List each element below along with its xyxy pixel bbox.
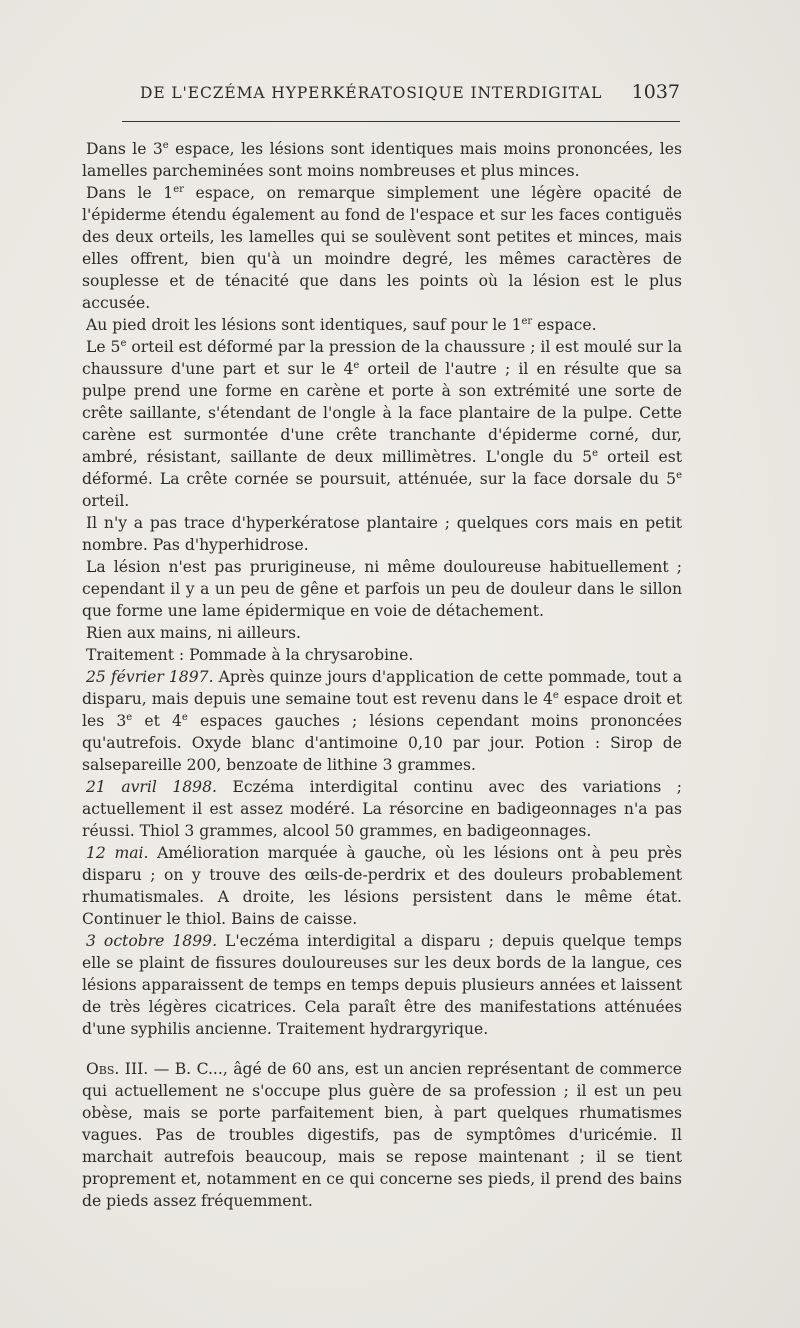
paragraph [82,842,682,930]
paragraph [82,776,682,842]
text-run: Dans le 3 [86,140,163,158]
page-number: 1037 [631,81,680,103]
text-run: espaces gauches ; lésions cependant moins prononcées qu'autrefois. Oxyde blanc d'antimoine 0,10 par jour. Potion : Sirop de salsepareille 200, benzoate de lithine 3 grammes. [82,712,682,774]
text-run: espace. [532,316,597,334]
observation-label: Obs. III. [86,1060,149,1078]
paragraph [82,622,682,644]
entry-date: 3 octobre 1899. [86,932,218,950]
text-run: L'eczéma interdigital a disparu ; depuis quelque temps elle se plaint de fissures douloureuses sur les deux bords de la langue, ces lésions apparaissent de temps en temps depuis plusieurs années et laissent de très légères cicatrices. Cela paraît être des manifestations atténuées d'une syphilis ancienne. Traitement hydrargyrique. [82,932,682,1038]
text-run: Rien aux mains, ni ailleurs. [86,624,302,642]
paragraph [82,666,682,776]
text-run: Eczéma interdigital continu avec des variations ; actuellement il est assez modéré. La résorcine en badigeonnages n'a pas réussi. Thiol 3 grammes, alcool 50 grammes, en badigeonnages. [82,778,682,840]
ordinal-superscript: e [162,140,169,151]
text-run: espace, les lésions sont identiques mais moins prononcées, les lamelles parcheminées sont moins nombreuses et plus minces. [82,140,683,180]
ordinal-superscript: e [353,360,360,371]
paragraph [82,336,682,512]
paragraph [82,644,682,666]
text-run: orteil de l'autre ; il en résulte que sa pulpe prend une forme en carène et porte à son extrémité une sorte de crête saillante, s'étendant de l'ongle à la face plantaire de la pulpe. Cette carène est surmontée d'une crête tranchante d'épiderme corné, dur, ambré, résistant, saillante de deux millimètres. L'ongle du 5 [82,360,682,466]
header-rule [122,121,680,122]
text-run: espace droit et les 3 [82,690,682,730]
ordinal-superscript: e [181,712,188,723]
entry-date: 21 avril 1898. [86,778,217,796]
text-run: La lésion n'est pas prurigineuse, ni même douloureuse habituellement ; cependant il y a un peu de gêne et parfois un peu de douleur dans le sillon que forme une lame épidermique en voie de détachement. [82,558,682,620]
ordinal-superscript: e [676,470,682,481]
entry-date: 12 mai. [86,844,149,862]
ordinal-superscript: er [521,316,533,327]
text-run: orteil. [82,492,130,510]
paragraph [82,512,682,556]
running-header [140,81,680,110]
text-run: Amélioration marquée à gauche, où les lésions ont à peu près disparu ; on y trouve des œils-de-perdrix et des douleurs probablement rhumatismales. A droite, les lésions persistent dans le même état. Continuer le thiol. Bains de caisse. [82,844,683,928]
text-run: Il n'y a pas trace d'hyperkératose plantaire ; quelques cors mais en petit nombre. Pas d'hyperhidrose. [82,514,682,554]
paragraph [82,1058,682,1212]
paragraph [82,556,682,622]
entry-date: 25 février 1897. [86,668,214,686]
text-run: Le 5 [86,338,121,356]
text-run: et 4 [132,712,182,730]
paragraph [82,314,682,336]
text-run: orteil est déformé par la pression de la chaussure ; il est moulé sur la chaussure d'une part et sur le 4 [82,338,683,378]
text-run: — B. C..., âgé de 60 ans, est un ancien représentant de commerce qui actuellement ne s'occupe plus guère de sa profession ; il est un peu obèse, mais se porte parfaitement bien, à part quelques rhumatismes vagues. Pas de troubles digestifs, pas de symptômes d'uricémie. Il marchait autrefois beaucoup, mais se repose maintenant ; il se tient proprement et, notamment en ce qui concerne ses pieds, il prend des bains de pieds assez fréquemment. [82,1060,682,1210]
body-text [82,138,682,1212]
paragraph [82,182,682,314]
ordinal-superscript: e [120,338,127,349]
text-run: orteil est déformé. La crête cornée se poursuit, atténuée, sur la face dorsale du 5 [82,448,682,488]
ordinal-superscript: e [126,712,133,723]
running-title: DE L'ECZÉMA HYPERKÉRATOSIQUE INTERDIGITAL [140,84,603,102]
ordinal-superscript: e [552,690,559,701]
ordinal-superscript: er [173,184,184,195]
paragraph [82,138,682,182]
text-run: Au pied droit les lésions sont identiques, sauf pour le 1 [86,316,522,334]
text-run: Dans le 1 [86,184,174,202]
ordinal-superscript: e [592,448,599,459]
text-run: Après quinze jours d'application de cette pommade, tout a disparu, mais depuis une semaine tout est revenu dans le 4 [82,668,682,708]
text-run: Traitement : Pommade à la chrysarobine. [86,646,414,664]
text-run: espace, on remarque simplement une légère opacité de l'épiderme étendu également au fond de l'espace et sur les faces contiguës des deux orteils, les lamelles qui se soulèvent sont petites et minces, mais elles offrent, bien qu'à un moindre degré, les mêmes caractères de souplesse et de ténacité que dans les points où la lésion est le plus accusée. [82,184,682,312]
paragraph [82,930,682,1040]
